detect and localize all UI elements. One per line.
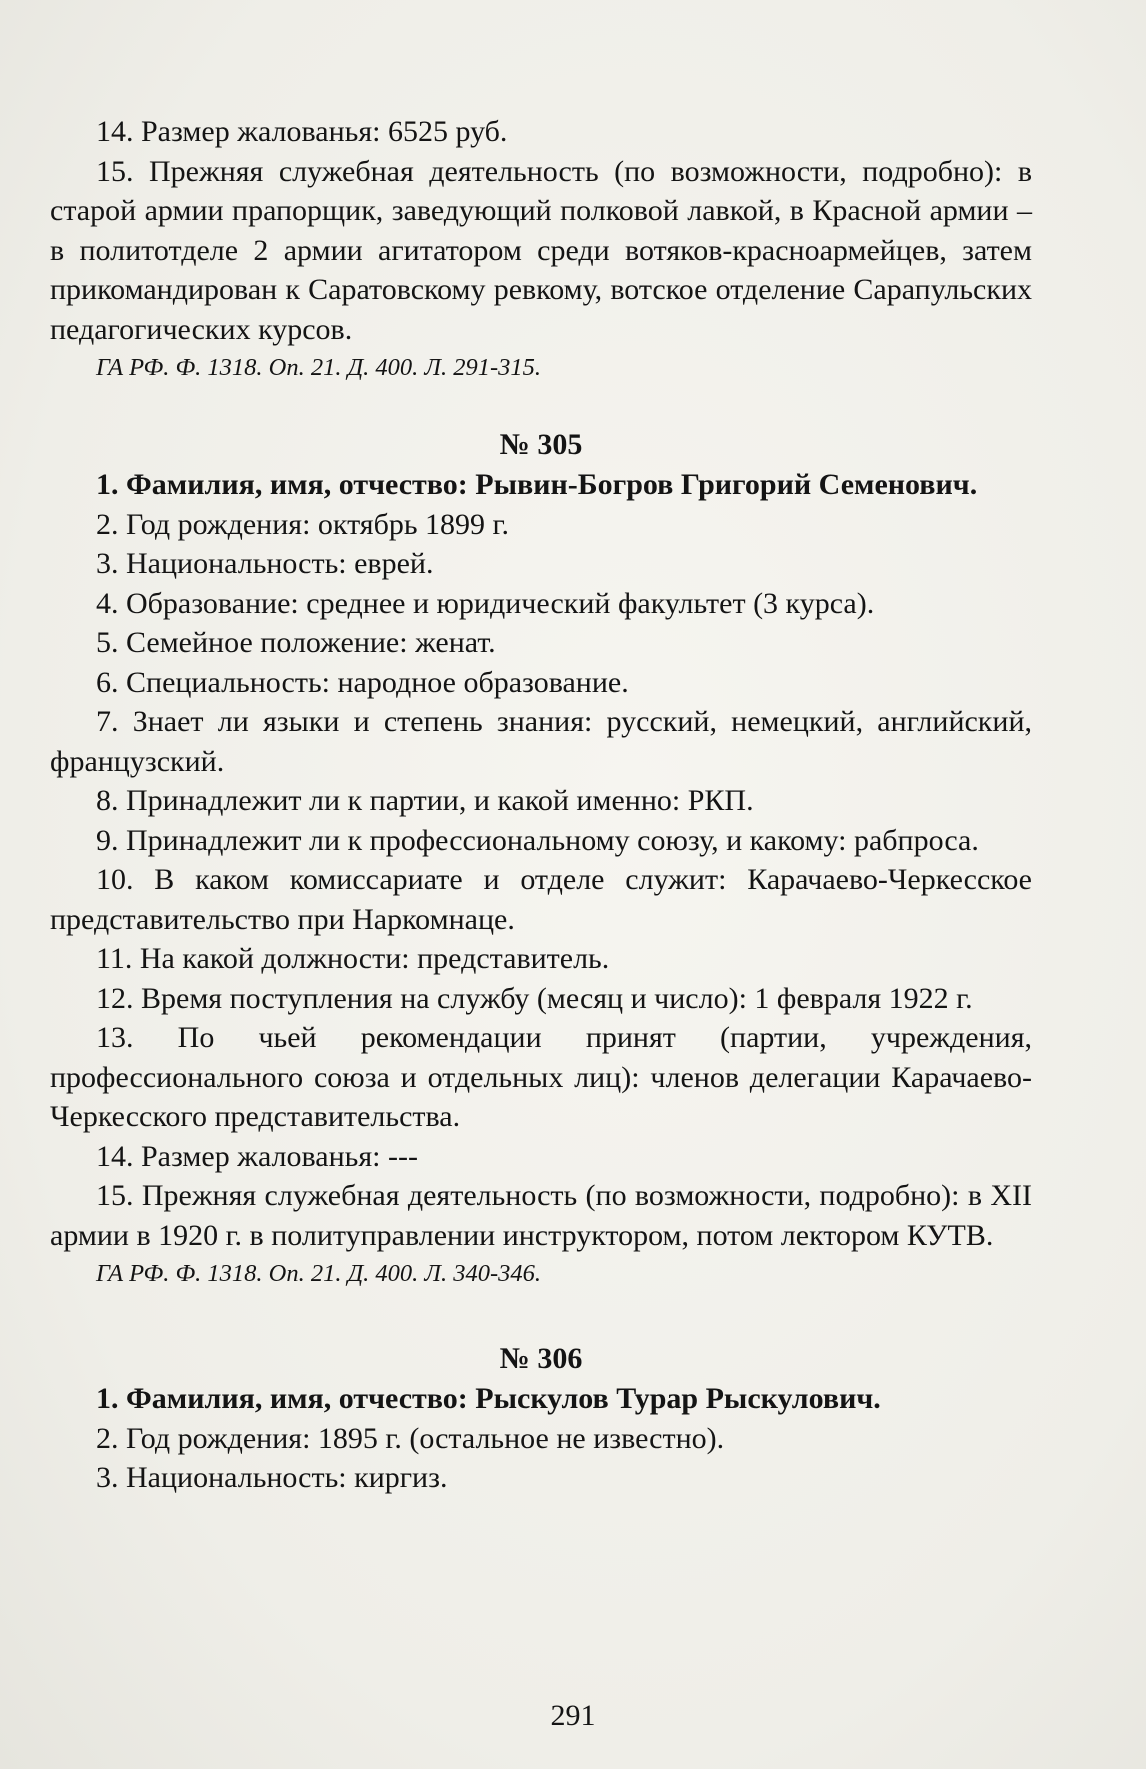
archive-source: ГА РФ. Ф. 1318. Оп. 21. Д. 400. Л. 291-315. xyxy=(96,354,542,381)
entry-305-item: 10. В каком комиссариате и отделе служит: Карачаево-Черкесское представительство при Наркомнаце. xyxy=(50,863,1032,936)
entry-305-item: 7. Знает ли языки и степень знания: русский, немецкий, английский, французский. xyxy=(50,705,1032,778)
entry-305-item: 15. Прежняя служебная деятельность (по возможности, подробно): в XII армии в 1920 г. в политуправлении инструктором, потом лектором КУТВ. xyxy=(50,1179,1032,1252)
entry-305-item: 6. Специальность: народное образование. xyxy=(96,665,629,699)
entry-305-item: 11. На какой должности: представитель. xyxy=(96,942,610,975)
entry-305-item: 5. Семейное положение: женат. xyxy=(96,626,496,659)
entry-305-item: 13. По чьей рекомендации принят (партии, учреждения, профессионального союза и отдельных лиц): членов делегации Карачаево-Черкесского представительства. xyxy=(50,1021,1032,1133)
item-previous-activity: 15. Прежняя служебная деятельность (по возможности, подробно): в старой армии прапорщик, заведующий полковой лавкой, в Красной армии – в политотделе 2 армии агитатором среди вотяков-красноармейцев, затем прикомандирован к Саратовскому ревкому, вотское отделение Сарапульских педагогических курсов. xyxy=(50,154,1032,346)
page-text xyxy=(50,112,1032,1498)
entry-305-item: 9. Принадлежит ли к профессиональному союзу, и какому: рабпроса. xyxy=(96,823,979,857)
entry-305-item: 8. Принадлежит ли к партии, и какой именно: РКП. xyxy=(96,784,754,817)
item-salary: 14. Размер жалованья: 6525 руб. xyxy=(96,115,508,148)
page-number: 291 xyxy=(550,1699,596,1732)
archive-source: ГА РФ. Ф. 1318. Оп. 21. Д. 400. Л. 340-346. xyxy=(96,1260,542,1287)
entry-306-item: 3. Национальность: киргиз. xyxy=(96,1461,448,1494)
entry-305-name: 1. Фамилия, имя, отчество: Рывин-Богров Григорий Семенович. xyxy=(96,468,978,501)
entry-305-item: 4. Образование: среднее и юридический факультет (3 курса). xyxy=(96,586,875,620)
entry-305-item: 14. Размер жалованья: --- xyxy=(96,1139,418,1173)
entry-heading-305: № 305 xyxy=(499,428,583,461)
entry-306-name: 1. Фамилия, имя, отчество: Рыскулов Турар Рыскулович. xyxy=(96,1382,881,1415)
entry-heading-306: № 306 xyxy=(499,1342,583,1375)
entry-306-item: 2. Год рождения: 1895 г. (остальное не известно). xyxy=(96,1421,725,1455)
entry-305-item: 2. Год рождения: октябрь 1899 г. xyxy=(96,507,509,541)
entry-305-item: 3. Национальность: еврей. xyxy=(96,547,434,580)
entry-305-item: 12. Время поступления на службу (месяц и число): 1 февраля 1922 г. xyxy=(96,981,973,1015)
